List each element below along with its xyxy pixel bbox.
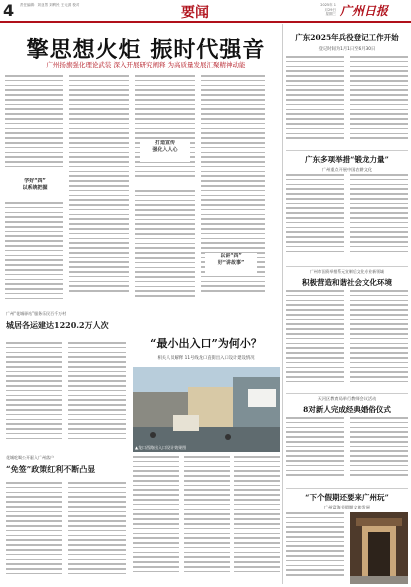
lead-column-1: [5, 75, 63, 175]
masthead-rule: [0, 21, 411, 23]
story-2-kicker: 花城吃喝公开驱入广州落户: [6, 455, 54, 460]
right-story-5-kicker: 广州富海节假期文旅发展: [323, 505, 371, 509]
column-divider: [282, 24, 283, 584]
right-story-2-title: 广东多项举措“锻龙力量”: [305, 155, 389, 164]
right-story-2-column-1: [286, 174, 344, 264]
center-column-3: [234, 456, 280, 584]
right-story-1-title: 广东2025年兵役登记工作开始: [295, 33, 399, 42]
right-story-3-column-1: [286, 290, 344, 390]
lead-headline: 擎思想火炬 振时代强音: [26, 37, 266, 63]
masthead-editor-info: 责任编辑：刘亚男 刘利民 王元淇 校对: [20, 3, 80, 7]
section-title: 要闻: [181, 5, 209, 21]
center-story-photo: [133, 367, 280, 452]
story-1-title: 城居各运建达1220.2万人次: [6, 320, 109, 330]
lead-inner-title: 打造宣传 强化入人心: [152, 140, 178, 153]
lead-column-3: [135, 75, 195, 185]
right-story-4-column-2: [350, 417, 408, 485]
lead-inner-title-box: [140, 140, 190, 162]
right-story-2-header: [286, 150, 408, 173]
right-story-1-column-1: [286, 56, 344, 150]
lead-sidebar-title-box: [12, 178, 58, 198]
right-story-5-photo: [350, 512, 408, 584]
lead-subhead: 广州扬旗强化理论武装 深入开展研究阐释 为高质量发展汇聚精神动能: [46, 61, 246, 69]
right-story-2-column-2: [350, 174, 408, 264]
right-story-1-kicker: 登记时间为1月1日至6月30日: [318, 47, 376, 52]
center-story-title: “最小出入口”为何小？: [150, 337, 262, 350]
right-story-2-kicker: 广州重点开展中国农耕文化: [321, 167, 373, 172]
right-story-4-column-1: [286, 417, 344, 485]
center-story-kicker: 相关人员解释 11号线龙口直街出入口设计建设情况: [157, 356, 255, 361]
gate-photo-image: [350, 512, 408, 584]
center-column-2: [184, 456, 230, 584]
right-story-1-column-2: [350, 56, 408, 150]
lead-column-2: [69, 75, 129, 307]
newspaper-logo: 广州日报: [340, 4, 389, 18]
lead-sidebar-title: 学好“四” 以系统把握: [22, 178, 48, 191]
street-rendering-image: [133, 367, 280, 452]
story-1-header: [6, 311, 126, 341]
lead-inner-title-box-2: [205, 253, 257, 275]
story-2-column-1: [6, 482, 62, 584]
right-story-3-kicker: 广州市国资举措系元宣制后文化专业新领域: [310, 269, 384, 274]
right-story-4-title: 8对新人完成经典婚俗仪式: [303, 405, 391, 414]
right-story-4-kicker: 天河区教育局举行教师会议活动: [317, 396, 377, 401]
story-1-kicker: 广州“花城驿站”服务乐民百千万村: [6, 311, 67, 316]
story-2-title: “免签”政策红利不断凸显: [6, 464, 96, 474]
masthead: [0, 0, 411, 20]
right-story-1-header: [286, 32, 408, 54]
right-story-5-header: [286, 488, 408, 509]
story-2-column-2: [68, 482, 126, 584]
lead-inner-title-2: 以讲“四” 好“讲故事”: [217, 253, 245, 266]
page-number: 4: [3, 1, 15, 20]
center-photo-caption: ▲龙口西路出入口设计效果图: [135, 445, 187, 450]
story-2-header: [6, 455, 126, 479]
right-story-3-header: [286, 266, 408, 287]
story-1-column-1: [6, 342, 62, 450]
right-story-3-column-2: [350, 290, 408, 390]
story-1-column-2: [68, 342, 126, 450]
right-story-3-title: 积极营造和谐社会文化环境: [302, 278, 392, 287]
lead-column-3b: [135, 190, 195, 307]
right-story-4-header: [286, 393, 408, 414]
right-story-5-title: “下个假期还要来广州玩”: [305, 493, 389, 502]
lead-column-1b: [5, 202, 63, 307]
masthead-date: 2025年 1月29日 星期三: [320, 3, 336, 16]
right-story-5-column-1: [286, 512, 344, 584]
center-column-1: [133, 456, 179, 584]
